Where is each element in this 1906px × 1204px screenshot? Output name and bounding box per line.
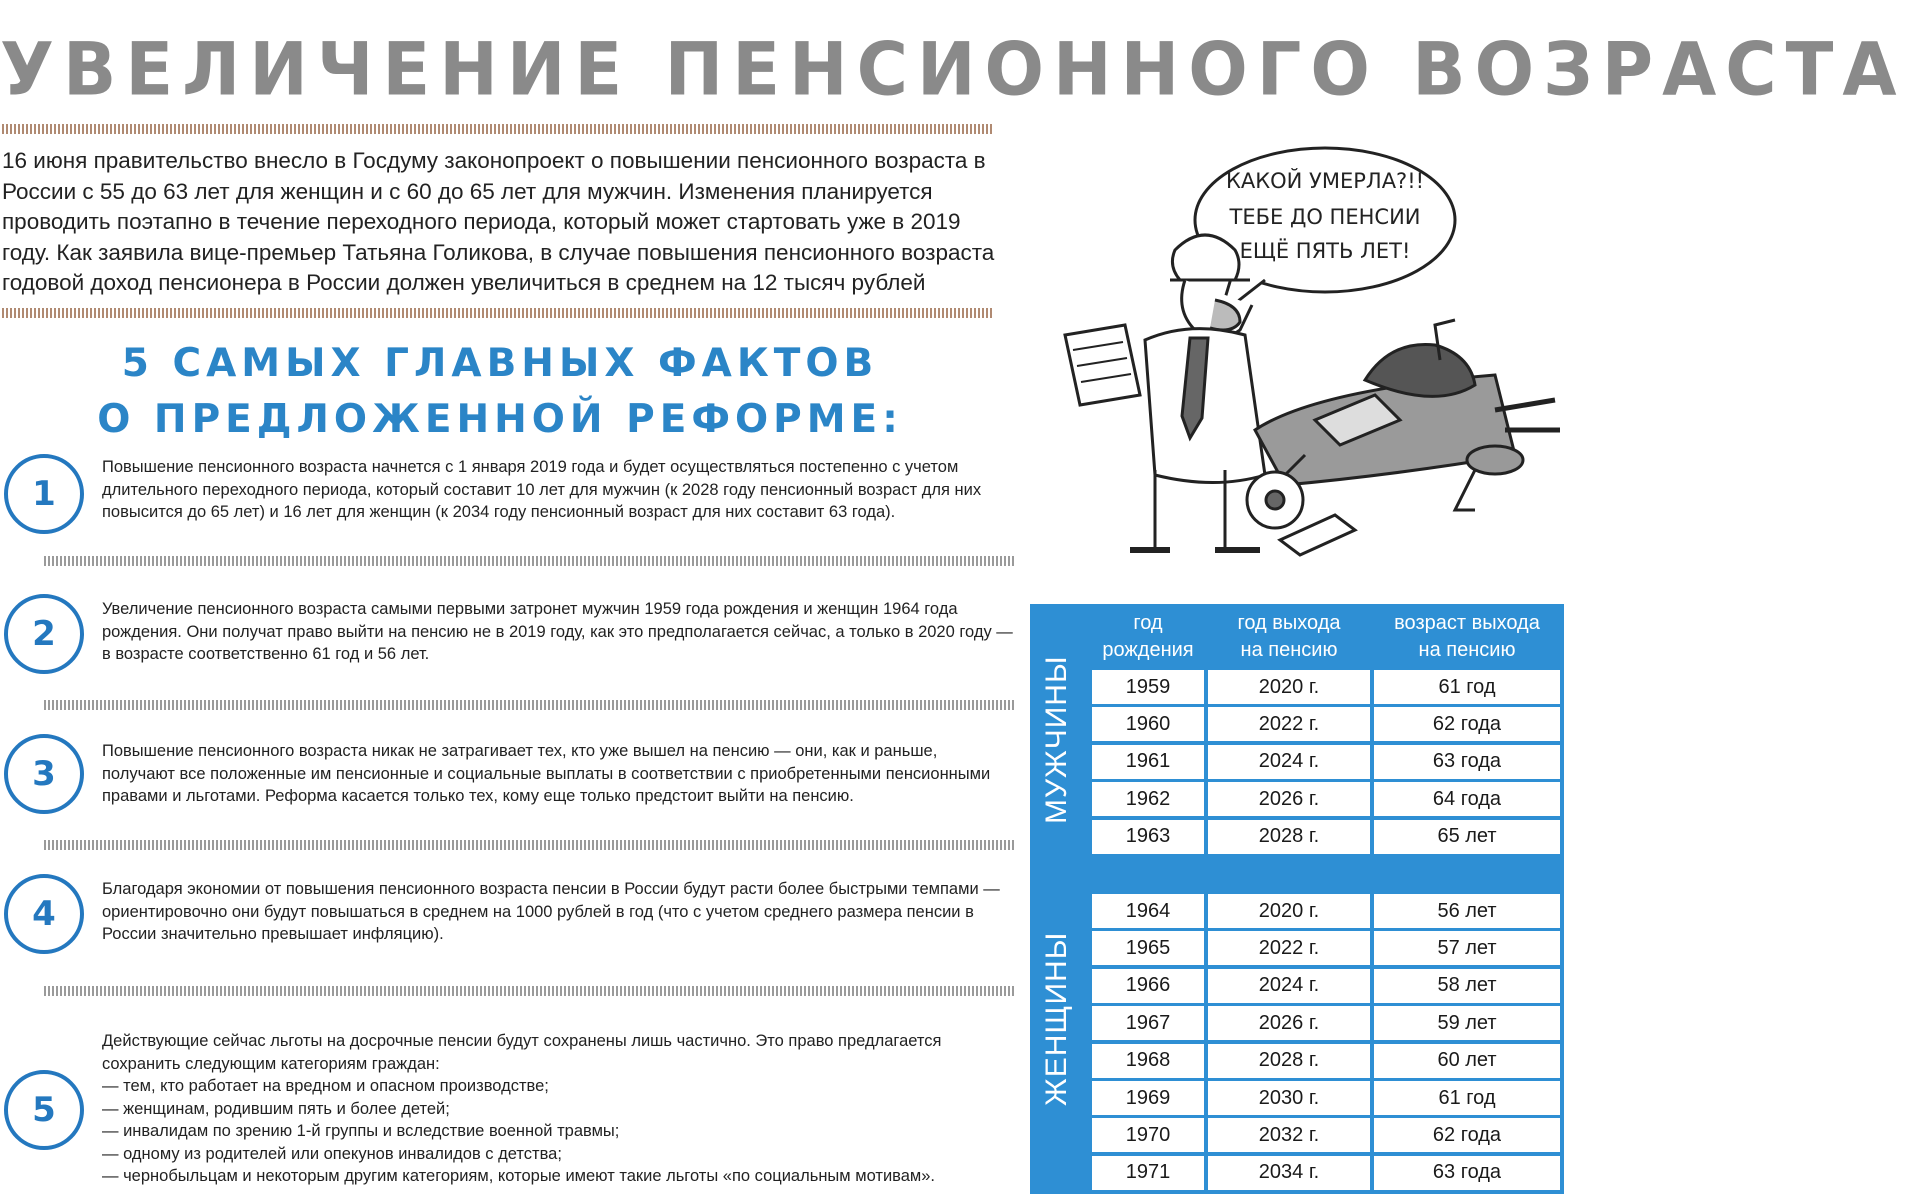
column-header-line: возраст выхода (1394, 612, 1540, 634)
retirement-table (1030, 604, 1564, 1194)
fact-list-item: — инвалидам по зрению 1-й группы и вследствие военной травмы; (102, 1122, 620, 1140)
table-cell: 2024 г. (1208, 745, 1370, 779)
fact-text-2 (102, 598, 1014, 666)
fact-text-1 (102, 456, 1014, 524)
divider (44, 840, 1014, 850)
table-cell: 2026 г. (1208, 782, 1370, 816)
speech-line: ТЕБЕ ДО ПЕНСИИ (1229, 205, 1421, 229)
fact-list-item: — одному из родителей или опекунов инвалидов с детства; (102, 1144, 562, 1163)
table-cell: 63 года (1374, 1156, 1560, 1190)
column-header-line: рождения (1102, 639, 1194, 661)
table-cell: 2030 г. (1208, 1081, 1370, 1115)
table-cell: 1969 (1092, 1081, 1204, 1115)
fact-paragraph: Повышение пенсионного возраста начнется с 1 января 2019 года и будет осуществляться постепенно с учетом длительного переходного периода, который составит 10 лет для мужчин (к 2028 году пенсионный возраст для них повысится до 65 лет) и 16 лет для женщин (к 2034 году пенсионный возраст для них составит 63 года). (102, 458, 982, 521)
table-cell: 61 год (1374, 1081, 1560, 1115)
table-cell: 1961 (1092, 745, 1204, 779)
table-cell: 1967 (1092, 1006, 1204, 1040)
page-title: УВЕЛИЧЕНИЕ ПЕНСИОННОГО ВОЗРАСТА (0, 26, 1906, 113)
table-cell: 2034 г. (1208, 1156, 1370, 1190)
column-header-birth-year (1092, 610, 1204, 664)
fact-paragraph: Действующие сейчас льготы на досрочные пенсии будут сохранены лишь частично. Это право предлагается сохранить следующим категориям граждан: (102, 1032, 942, 1073)
speech-line: ЕЩЁ ПЯТЬ ЛЕТ! (1239, 239, 1411, 263)
fact-text-4 (102, 878, 1014, 946)
group-label-men: МУЖЧИНЫ (1040, 655, 1073, 824)
table-cell: 64 года (1374, 782, 1560, 816)
fact-number-5: 5 (4, 1070, 84, 1150)
fact-paragraph: Повышение пенсионного возраста никак не затрагивает тех, кто уже вышел на пенсию — они, как и раньше, получают все положенные им пенсионные и социальные выплаты в соответствии с приобретенными пенсионными правами и льготами. Реформа касается только тех, кому еще только предстоит выйти на пенсию. (102, 742, 991, 805)
table-cell: 1966 (1092, 969, 1204, 1003)
table-cell: 1971 (1092, 1156, 1204, 1190)
table-cell: 2022 г. (1208, 707, 1370, 741)
cartoon-illustration (1025, 130, 1564, 570)
fact-number-2: 2 (4, 594, 84, 674)
table-cell: 2028 г. (1208, 1044, 1370, 1078)
group-label-women: ЖЕНЩИНЫ (1040, 931, 1073, 1106)
table-cell: 62 года (1374, 707, 1560, 741)
table-cell: 60 лет (1374, 1044, 1560, 1078)
table-cell: 2032 г. (1208, 1118, 1370, 1152)
fact-number-4: 4 (4, 874, 84, 954)
table-cell: 58 лет (1374, 969, 1560, 1003)
fact-list-item: — тем, кто работает на вредном и опасном производстве; (102, 1077, 549, 1095)
divider (2, 124, 992, 134)
table-cell: 1968 (1092, 1044, 1204, 1078)
column-header-exit-year (1208, 610, 1370, 664)
fact-number-1: 1 (4, 454, 84, 534)
fact-list-item: — женщинам, родившим пять и более детей; (102, 1099, 450, 1118)
fact-paragraph: Увеличение пенсионного возраста самыми первыми затронет мужчин 1959 года рождения и женщин 1964 года рождения. Они получат право выйти на пенсию не в 2019 году, как это предполагается сейчас, а только в 2020 году — в возрасте соответственно 61 год и 56 лет. (102, 600, 1013, 663)
intro-paragraph: 16 июня правительство внесло в Госдуму законопроект о повышении пенсионного возраста в России с 55 до 63 лет для женщин и с 60 до 65 лет для мужчин. Изменения планируется проводить поэтапно в течение переходного периода, который может стартовать уже в 2019 году. Как заявила вице-премьер Татьяна Голикова, в случае повышения пенсионного возраста годовой доход пенсионера в России должен увеличиться в среднем на 12 тысяч рублей (2, 148, 995, 295)
table-cell: 1965 (1092, 931, 1204, 965)
table-cell: 61 год (1374, 670, 1560, 704)
table-cell: 62 года (1374, 1118, 1560, 1152)
table-cell: 2020 г. (1208, 670, 1370, 704)
fact-text-5 (102, 1030, 1014, 1188)
wheelbarrow (1247, 320, 1560, 555)
table-cell: 1959 (1092, 670, 1204, 704)
table-cell: 2026 г. (1208, 1006, 1370, 1040)
table-cell: 63 года (1374, 745, 1560, 779)
table-cell: 1960 (1092, 707, 1204, 741)
table-cell: 56 лет (1374, 894, 1560, 928)
facts-heading-line2: О ПРЕДЛОЖЕННОЙ РЕФОРМЕ: (97, 397, 903, 442)
fact-number-3: 3 (4, 734, 84, 814)
table-cell: 2020 г. (1208, 894, 1370, 928)
fact-text-3 (102, 740, 1014, 808)
table-cell: 2022 г. (1208, 931, 1370, 965)
column-header-line: на пенсию (1418, 639, 1516, 661)
table-cell: 65 лет (1374, 820, 1560, 854)
divider (44, 556, 1014, 566)
table-cell: 1970 (1092, 1118, 1204, 1152)
table-cell: 2028 г. (1208, 820, 1370, 854)
column-header-line: на пенсию (1240, 639, 1338, 661)
facts-heading-line1: 5 САМЫХ ГЛАВНЫХ ФАКТОВ (121, 341, 879, 386)
divider (2, 308, 992, 318)
table-cell: 57 лет (1374, 931, 1560, 965)
table-cell: 59 лет (1374, 1006, 1560, 1040)
column-header-line: год выхода (1237, 612, 1341, 634)
divider (44, 700, 1014, 710)
speech-line: КАКОЙ УМЕРЛА?!! (1225, 169, 1425, 193)
table-cell: 1964 (1092, 894, 1204, 928)
table-cell: 2024 г. (1208, 969, 1370, 1003)
table-cell: 1962 (1092, 782, 1204, 816)
column-header-exit-age (1374, 610, 1560, 664)
fact-list-item: — чернобыльцам и некоторым другим категориям, которые имеют такие льготы «по социальным мотивам». (102, 1167, 936, 1185)
fact-paragraph: Благодаря экономии от повышения пенсионного возраста пенсии в России будут расти более быстрыми темпами — ориентировочно они будут повышаться в среднем на 1000 рублей в год (что с учетом среднего размера пенсии в России значительно превышает инфляцию). (102, 880, 1000, 943)
column-header-line: год (1133, 612, 1163, 634)
table-cell: 1963 (1092, 820, 1204, 854)
divider (44, 986, 1014, 996)
facts-heading (60, 336, 940, 448)
